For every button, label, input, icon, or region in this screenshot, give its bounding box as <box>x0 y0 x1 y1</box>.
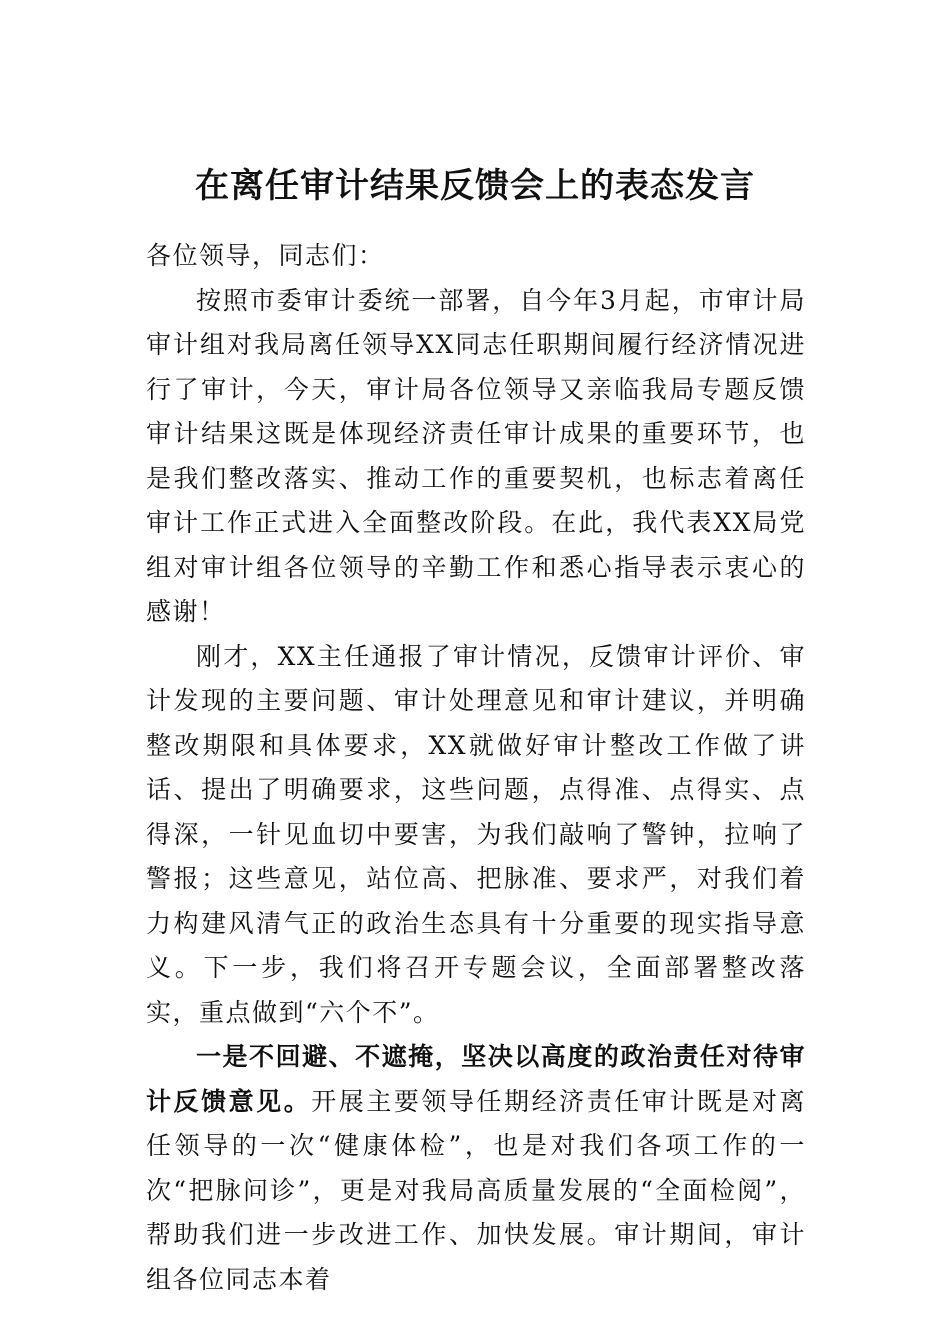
paragraph-2: 刚才，XX主任通报了审计情况，反馈审计评价、审计发现的主要问题、审计处理意见和审计建议，并明确整改期限和具体要求，XX就做好审计整改工作做了讲话、提出了明确要求，这些问题，点得准、点得实、点得深，一针见血切中要害，为我们敲响了警钟，拉响了警报；这些意见，站位高、把脉准、要求严，对我们着力构建风清气正的政治生态具有十分重要的现实指导意义。下一步，我们将召开专题会议，全面部署整改落实，重点做到“六个不”。 <box>146 641 806 1027</box>
document-body <box>146 234 806 1302</box>
paragraph-3-text: 开展主要领导任期经济责任审计既是对离任领导的一次“健康体检”，也是对我们各项工作的一次“把脉问诊”，更是对我局高质量发展的“全面检阅”，帮助我们进一步改进工作、加快发展。审计期间，审计组各位同志本着 <box>146 1086 806 1294</box>
paragraph-1: 按照市委审计委统一部署，自今年3月起，市审计局审计组对我局离任领导XX同志任职期间履行经济情况进行了审计，今天，审计局各位领导又亲临我局专题反馈审计结果这既是体现经济责任审计成果的重要环节，也是我们整改落实、推动工作的重要契机，也标志着离任审计工作正式进入全面整改阶段。在此，我代表XX局党组对审计组各位领导的辛勤工作和悉心指导表示衷心的感谢！ <box>146 285 806 626</box>
document-title: 在离任审计结果反馈会上的表态发言 <box>195 166 755 206</box>
paragraph-3-lead: 一是不回避、不遮掩，坚决以高度的政治责任对待审计反馈意见。 <box>146 1042 806 1116</box>
salutation: 各位领导，同志们： <box>146 241 385 270</box>
paragraph-3 <box>146 1035 806 1302</box>
